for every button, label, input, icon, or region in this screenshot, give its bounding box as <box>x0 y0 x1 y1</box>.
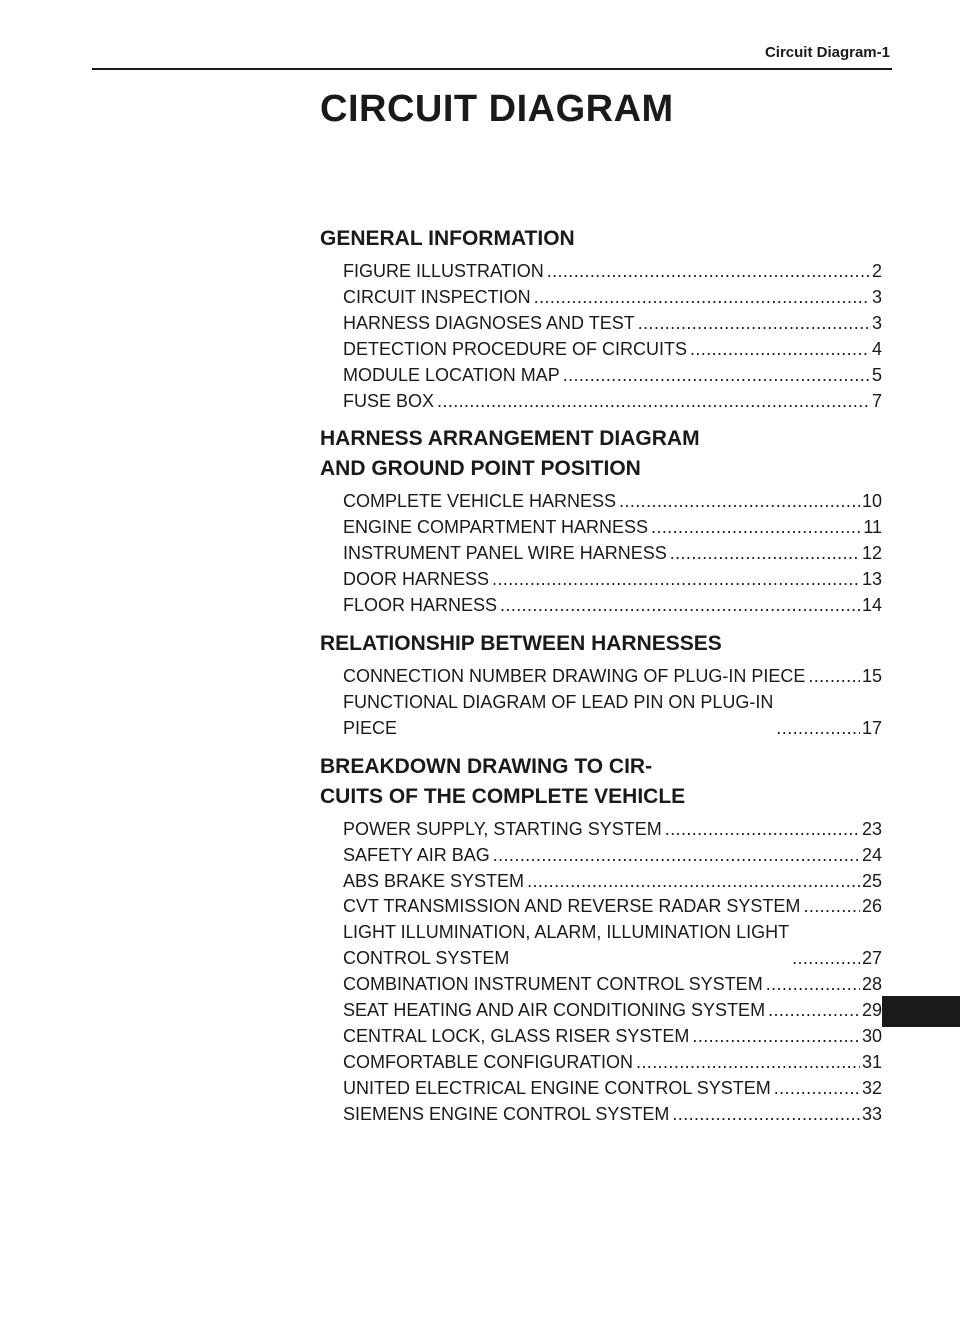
dot-leader <box>534 285 870 311</box>
dot-leader <box>437 389 870 415</box>
toc-entry-page-number: 29 <box>861 1000 882 1021</box>
toc-entry-page-number: 25 <box>861 870 882 891</box>
toc-entry <box>343 489 882 515</box>
toc-entry <box>343 285 882 311</box>
toc-entry <box>343 389 882 415</box>
header-rule <box>92 68 892 70</box>
toc-entry-label: COMFORTABLE CONFIGURATION <box>343 1051 634 1072</box>
dot-leader <box>692 1024 860 1050</box>
toc-entry-label: CIRCUIT INSPECTION <box>343 286 531 307</box>
toc-entry-label: DETECTION PROCEDURE OF CIRCUITS <box>343 338 688 359</box>
dot-leader <box>527 869 860 895</box>
toc-entry-label: DOOR HARNESS <box>343 569 490 590</box>
toc-entry <box>343 363 882 389</box>
toc-entry <box>343 817 882 843</box>
toc-entry-label: FIGURE ILLUSTRATION <box>343 261 544 281</box>
dot-leader <box>651 515 861 541</box>
toc-entry <box>343 972 882 998</box>
toc-entry-page-number: 12 <box>861 543 882 564</box>
toc-entry-label: COMBINATION INSTRUMENT CONTROL SYSTEM <box>343 974 763 995</box>
toc-entry-label: COMPLETE VEHICLE HARNESS <box>343 491 617 512</box>
toc-entry-list <box>320 817 882 1128</box>
toc-entry <box>343 1050 882 1076</box>
toc-entry-page-number: 13 <box>861 569 882 590</box>
toc-entry-label: ABS BRAKE SYSTEM <box>343 870 525 891</box>
section-title: BREAKDOWN DRAWING TO CIR- CUITS OF THE COMPLETE VEHICLE <box>320 754 686 808</box>
toc-entry-page-number: 28 <box>861 974 882 995</box>
toc-entry-label: HARNESS DIAGNOSES AND TEST <box>343 312 635 333</box>
toc-entry-page-number: 32 <box>861 1077 882 1098</box>
toc-entry <box>343 1024 882 1050</box>
toc-entry <box>343 259 882 285</box>
toc-entry-page-number: 24 <box>861 844 882 865</box>
toc-entry-page-number: 10 <box>861 491 882 512</box>
section-title: GENERAL INFORMATION <box>320 227 575 250</box>
toc-entry <box>343 1102 882 1128</box>
dot-leader <box>500 593 860 619</box>
toc-entry-page-number: 26 <box>861 896 882 917</box>
dot-leader <box>547 259 870 285</box>
dot-leader <box>493 843 860 869</box>
toc-entry-page-number: 11 <box>863 517 882 538</box>
toc-entry-page-number: 17 <box>861 717 882 738</box>
toc-entry-label: ENGINE COMPARTMENT HARNESS <box>343 517 649 538</box>
dot-leader <box>636 1050 860 1076</box>
dot-leader <box>776 716 860 742</box>
toc-entry-page-number: 3 <box>871 312 882 333</box>
toc-entry-page-number: 23 <box>861 818 882 839</box>
toc-entry-label: UNITED ELECTRICAL ENGINE CONTROL SYSTEM <box>343 1077 771 1098</box>
toc-entry-page-number: 27 <box>861 948 882 969</box>
toc-entry <box>343 593 882 619</box>
toc-entry <box>343 311 882 337</box>
toc-entry-label: SEAT HEATING AND AIR CONDITIONING SYSTEM <box>343 1000 766 1021</box>
toc-entry <box>343 690 882 742</box>
toc-entry-label: SAFETY AIR BAG <box>343 844 490 865</box>
toc-entry-label: FUSE BOX <box>343 390 435 411</box>
toc-entry-label: SIEMENS ENGINE CONTROL SYSTEM <box>343 1103 670 1124</box>
section-title: HARNESS ARRANGEMENT DIAGRAM AND GROUND POINT POSITION <box>320 427 700 481</box>
toc-entry <box>343 869 882 895</box>
chapter-thumb-tab <box>882 996 960 1027</box>
dot-leader <box>563 363 870 389</box>
toc-entry-page-number: 14 <box>861 595 882 616</box>
toc-entry-label: POWER SUPPLY, STARTING SYSTEM <box>343 818 662 839</box>
page-title: CIRCUIT DIAGRAM <box>320 88 674 130</box>
running-header: Circuit Diagram-1 <box>764 44 890 61</box>
toc-entry-label: CENTRAL LOCK, GLASS RISER SYSTEM <box>343 1025 690 1046</box>
toc-entry-label: CONNECTION NUMBER DRAWING OF PLUG-IN PIECE <box>343 665 806 686</box>
table-of-contents <box>320 224 882 1138</box>
toc-entry <box>343 843 882 869</box>
toc-entry-label: FUNCTIONAL DIAGRAM OF LEAD PIN ON PLUG-IN PIECE <box>343 691 774 738</box>
toc-entry-label: LIGHT ILLUMINATION, ALARM, ILLUMINATION LIGHT CONTROL SYSTEM <box>343 922 790 969</box>
toc-entry-page-number: 31 <box>861 1051 882 1072</box>
toc-entry <box>343 567 882 593</box>
toc-entry-label: FLOOR HARNESS <box>343 595 498 616</box>
toc-entry-list <box>320 489 882 619</box>
dot-leader <box>766 972 860 998</box>
toc-entry <box>343 998 882 1024</box>
dot-leader <box>672 1102 860 1128</box>
toc-entry <box>343 1076 882 1102</box>
toc-entry <box>343 337 882 363</box>
dot-leader <box>808 664 860 690</box>
dot-leader <box>690 337 870 363</box>
toc-entry <box>343 664 882 690</box>
toc-entry-label: CVT TRANSMISSION AND REVERSE RADAR SYSTEM <box>343 896 801 917</box>
toc-entry-list <box>320 664 882 742</box>
toc-entry-page-number: 4 <box>871 338 882 359</box>
toc-entry <box>343 515 882 541</box>
toc-entry-page-number: 5 <box>871 364 882 385</box>
toc-entry-page-number: 30 <box>861 1025 882 1046</box>
toc-entry-page-number: 7 <box>871 390 882 411</box>
dot-leader <box>492 567 860 593</box>
dot-leader <box>774 1076 860 1102</box>
dot-leader <box>803 894 860 920</box>
toc-entry-page-number: 2 <box>871 261 882 281</box>
toc-entry <box>343 541 882 567</box>
toc-entry <box>343 894 882 920</box>
toc-entry-label: MODULE LOCATION MAP <box>343 364 560 385</box>
section-title: RELATIONSHIP BETWEEN HARNESSES <box>320 631 722 655</box>
dot-leader <box>665 817 860 843</box>
dot-leader <box>619 489 860 515</box>
toc-entry <box>343 920 882 972</box>
dot-leader <box>638 311 870 337</box>
toc-entry-page-number: 15 <box>861 665 882 686</box>
toc-entry-page-number: 3 <box>871 286 882 307</box>
dot-leader <box>768 998 860 1024</box>
dot-leader <box>792 946 860 972</box>
dot-leader <box>670 541 860 567</box>
toc-entry-list <box>320 259 882 414</box>
toc-entry-label: INSTRUMENT PANEL WIRE HARNESS <box>343 543 667 564</box>
toc-entry-page-number: 33 <box>861 1103 882 1124</box>
